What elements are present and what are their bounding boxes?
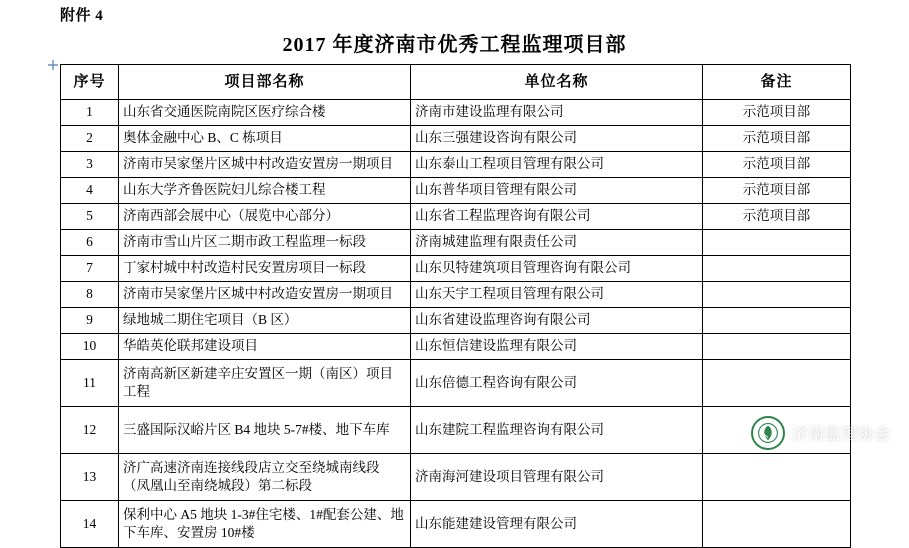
cell-unit: 山东省工程监理咨询有限公司	[411, 204, 703, 230]
cell-remark: 示范项目部	[703, 100, 851, 126]
table-row	[61, 256, 851, 282]
cell-project: 奥体金融中心 B、C 栋项目	[119, 126, 411, 152]
table-row	[61, 100, 851, 126]
cell-project: 保利中心 A5 地块 1-3#住宅楼、1#配套公建、地下车库、安置房 10#楼	[119, 501, 411, 548]
cell-unit: 山东能建建设管理有限公司	[411, 501, 703, 548]
association-seal-icon	[751, 416, 785, 450]
cell-unit: 山东普华项目管理有限公司	[411, 178, 703, 204]
column-header-unit: 单位名称	[411, 65, 703, 100]
cell-remark: 示范项目部	[703, 178, 851, 204]
awards-table-container	[60, 64, 850, 548]
cell-unit: 山东倍德工程咨询有限公司	[411, 360, 703, 407]
column-header-remark: 备注	[703, 65, 851, 100]
cell-project: 济南市吴家堡片区城中村改造安置房一期项目	[119, 282, 411, 308]
table-header-row	[61, 65, 851, 100]
cell-project: 三盛国际汉峪片区 B4 地块 5-7#楼、地下车库	[119, 407, 411, 454]
table-row	[61, 204, 851, 230]
cell-project: 济南市吴家堡片区城中村改造安置房一期项目	[119, 152, 411, 178]
table-row	[61, 230, 851, 256]
table-row	[61, 308, 851, 334]
cell-unit: 山东天宇工程项目管理有限公司	[411, 282, 703, 308]
cell-no: 9	[61, 308, 119, 334]
cell-remark	[703, 308, 851, 334]
cell-remark	[703, 334, 851, 360]
cell-remark	[703, 256, 851, 282]
table-row	[61, 126, 851, 152]
cell-no: 13	[61, 454, 119, 501]
cell-no: 3	[61, 152, 119, 178]
table-row	[61, 360, 851, 407]
cell-no: 14	[61, 501, 119, 548]
cell-unit: 山东三强建设咨询有限公司	[411, 126, 703, 152]
table-row	[61, 334, 851, 360]
cell-project: 山东省交通医院南院区医疗综合楼	[119, 100, 411, 126]
cell-unit: 山东省建设监理咨询有限公司	[411, 308, 703, 334]
cell-no: 4	[61, 178, 119, 204]
table-row	[61, 454, 851, 501]
attachment-label: 附件 4	[60, 8, 104, 24]
cell-remark: 示范项目部	[703, 204, 851, 230]
table-row	[61, 152, 851, 178]
cell-remark	[703, 282, 851, 308]
cell-unit: 山东恒信建设监理有限公司	[411, 334, 703, 360]
table-row	[61, 178, 851, 204]
cell-project: 济南高新区新建辛庄安置区一期（南区）项目工程	[119, 360, 411, 407]
awards-table	[60, 64, 851, 548]
column-header-no: 序号	[61, 65, 119, 100]
cell-project: 济南西部会展中心（展览中心部分）	[119, 204, 411, 230]
cell-remark	[703, 501, 851, 548]
cell-no: 5	[61, 204, 119, 230]
cell-unit: 济南市建设监理有限公司	[411, 100, 703, 126]
cell-unit: 山东建院工程监理咨询有限公司	[411, 407, 703, 454]
cell-unit: 济南海河建设项目管理有限公司	[411, 454, 703, 501]
table-row	[61, 282, 851, 308]
cell-remark	[703, 360, 851, 407]
cell-no: 11	[61, 360, 119, 407]
cell-project: 华皓英伦联邦建设项目	[119, 334, 411, 360]
cell-no: 2	[61, 126, 119, 152]
cell-project: 绿地城二期住宅项目（B 区）	[119, 308, 411, 334]
cell-no: 1	[61, 100, 119, 126]
cell-no: 12	[61, 407, 119, 454]
cell-no: 6	[61, 230, 119, 256]
table-row	[61, 501, 851, 548]
cell-no: 7	[61, 256, 119, 282]
page-title: 2017 年度济南市优秀工程监理项目部	[282, 34, 627, 56]
watermark-label: 济南监理协会	[791, 426, 891, 443]
cell-project: 济南市雪山片区二期市政工程监理一标段	[119, 230, 411, 256]
plus-anchor-icon	[48, 60, 58, 70]
cell-remark	[703, 454, 851, 501]
cell-remark: 示范项目部	[703, 152, 851, 178]
cell-unit: 山东贝特建筑项目管理咨询有限公司	[411, 256, 703, 282]
watermark	[747, 414, 895, 452]
cell-project: 济广高速济南连接线段店立交至绕城南线段（凤凰山至南绕城段）第二标段	[119, 454, 411, 501]
cell-no: 8	[61, 282, 119, 308]
cell-unit: 济南城建监理有限责任公司	[411, 230, 703, 256]
cell-remark	[703, 230, 851, 256]
cell-remark: 示范项目部	[703, 126, 851, 152]
cell-project: 丁家村城中村改造村民安置房项目一标段	[119, 256, 411, 282]
cell-project: 山东大学齐鲁医院妇儿综合楼工程	[119, 178, 411, 204]
column-header-project: 项目部名称	[119, 65, 411, 100]
table-row	[61, 407, 851, 454]
cell-no: 10	[61, 334, 119, 360]
cell-unit: 山东泰山工程项目管理有限公司	[411, 152, 703, 178]
